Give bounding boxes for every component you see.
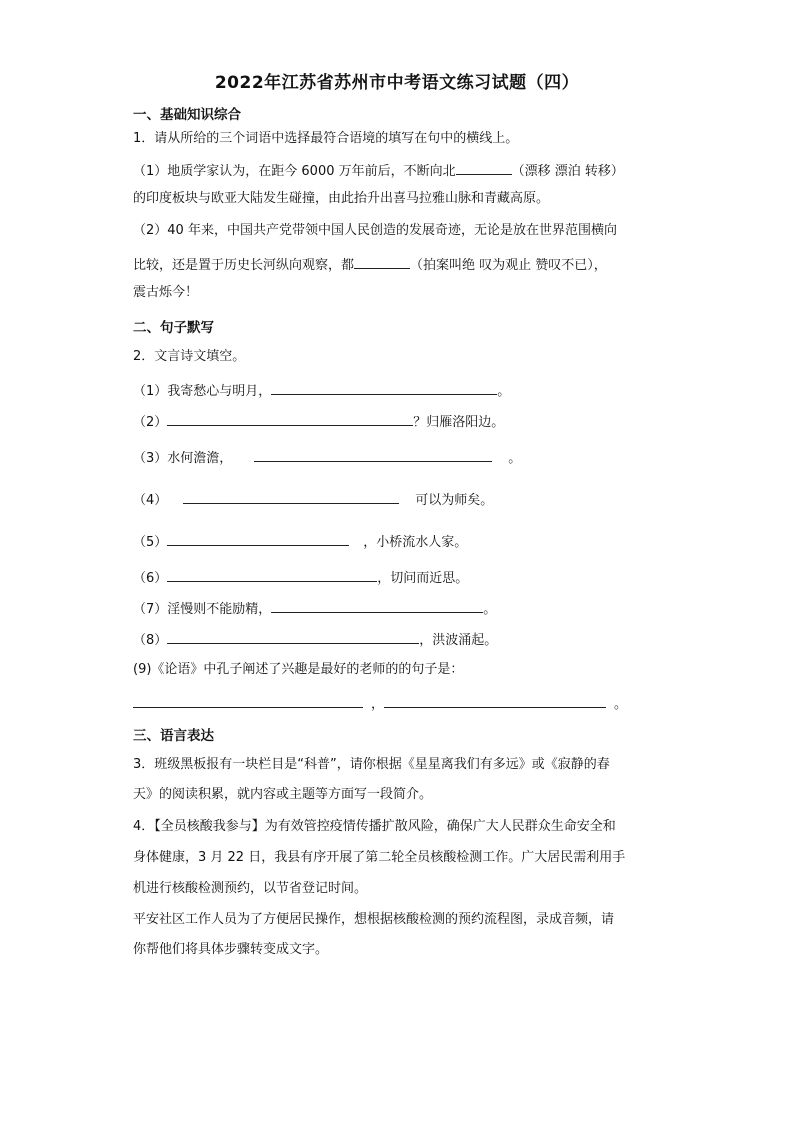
q2-item-4 <box>133 489 493 510</box>
question-1-item-2-line-3: 震古烁今！ <box>133 285 199 300</box>
q2-item-7 <box>133 598 496 619</box>
q2-item-2-text: ？归雁洛阳边。 <box>413 415 505 430</box>
q2-item-9-comma: ， <box>371 697 385 712</box>
question-3-line-1: 3．班级黑板报有一块栏目是“科普”，请你根据《星星离我们有多远》或《寂静的春 <box>133 757 610 772</box>
q2-item-1-end: 。 <box>497 384 511 399</box>
question-1-item-2-line-1: （2）40 年来，中国共产党带领中国人民创造的发展奇迹，无论是放在世界范围横向 <box>133 223 617 238</box>
q2-item-5 <box>133 531 467 552</box>
answer-blank[interactable] <box>183 489 399 504</box>
q2-item-9-answer-line <box>133 693 627 714</box>
answer-blank[interactable] <box>167 567 377 582</box>
page-title: 2022年江苏省苏州市中考语文练习试题（四） <box>214 73 580 93</box>
section-heading-2: 二、句子默写 <box>133 320 214 336</box>
q2-item-8 <box>133 629 497 650</box>
q2-item-3-end: 。 <box>508 451 522 466</box>
q2-item-9: (9)《论语》中孔子阐述了兴趣是最好的老师的的句子是： <box>133 662 464 677</box>
question-4-line-5: 你帮他们将具体步骤转变成文字。 <box>133 942 329 957</box>
question-4-line-4: 平安社区工作人员为了方便居民操作，想根据核酸检测的预约流程图，录成音频，请 <box>133 912 615 927</box>
question-2-stem: 2．文言诗文填空。 <box>133 349 246 364</box>
q2-item-7-text: （7）淫慢则不能励精， <box>133 602 272 617</box>
question-4-line-2: 身体健康，3 月 22 日，我县有序开展了第二轮全员核酸检测工作。广大居民需利用手 <box>133 850 626 865</box>
q2-item-5-text: ，小桥流水人家。 <box>363 535 468 550</box>
answer-blank[interactable] <box>354 254 410 269</box>
q1-item2-options: （拍案叫绝 叹为观止 赞叹不已）， <box>410 258 607 273</box>
q2-item-8-text: ，洪波涌起。 <box>419 633 498 648</box>
q1-item1-options: （漂移 漂泊 转移） <box>511 164 624 179</box>
q2-item-5-num: （5） <box>133 535 168 550</box>
question-1-stem: 1．请从所给的三个词语中选择最符合语境的填写在句中的横线上。 <box>133 131 519 146</box>
question-4-line-3: 机进行核酸检测预约，以节省登记时间。 <box>133 881 368 896</box>
q2-item-2-num: （2） <box>133 415 168 430</box>
q2-item-3 <box>133 447 521 468</box>
answer-blank[interactable] <box>271 598 483 613</box>
q2-item-1-text: （1）我寄愁心与明月， <box>133 384 272 399</box>
q2-item-4-text: 可以为师矣。 <box>415 493 494 508</box>
answer-blank[interactable] <box>167 629 419 644</box>
q2-item-4-num: （4） <box>133 493 168 508</box>
q2-item-6-text: ，切问而近思。 <box>377 571 469 586</box>
question-1-item-1-line-1 <box>133 160 624 181</box>
answer-blank[interactable] <box>133 693 363 708</box>
section-heading-3: 三、语言表达 <box>133 728 214 744</box>
q2-item-1 <box>133 380 510 401</box>
answer-blank[interactable] <box>254 447 492 462</box>
q1-item2-text: 比较，还是置于历史长河纵向观察，都 <box>133 258 355 273</box>
question-1-item-1-line-2: 的印度板块与欧亚大陆发生碰撞，由此抬升出喜马拉雅山脉和青藏高原。 <box>133 191 550 206</box>
q2-item-2 <box>133 411 504 432</box>
q1-item1-text: （1）地质学家认为，在距今 6000 万年前后，不断向北 <box>133 164 456 179</box>
answer-blank[interactable] <box>167 531 349 546</box>
q2-item-8-num: （8） <box>133 633 168 648</box>
question-1-item-2-line-2 <box>133 254 607 275</box>
answer-blank[interactable] <box>384 693 606 708</box>
q2-item-9-end: 。 <box>614 697 628 712</box>
answer-blank[interactable] <box>167 411 413 426</box>
q2-item-7-end: 。 <box>483 602 497 617</box>
question-4-line-1: 4．【全员核酸我参与】为有效管控疫情传播扩散风险，确保广大人民群众生命安全和 <box>133 819 616 834</box>
q2-item-3-text: （3）水何澹澹， <box>133 451 233 466</box>
section-heading-1: 一、基础知识综合 <box>133 107 241 123</box>
question-3-line-2: 天》的阅读积累，就内容或主题等方面写一段简介。 <box>133 787 433 802</box>
q2-item-6 <box>133 567 468 588</box>
answer-blank[interactable] <box>271 380 497 395</box>
answer-blank[interactable] <box>456 160 512 175</box>
q2-item-6-num: （6） <box>133 571 168 586</box>
